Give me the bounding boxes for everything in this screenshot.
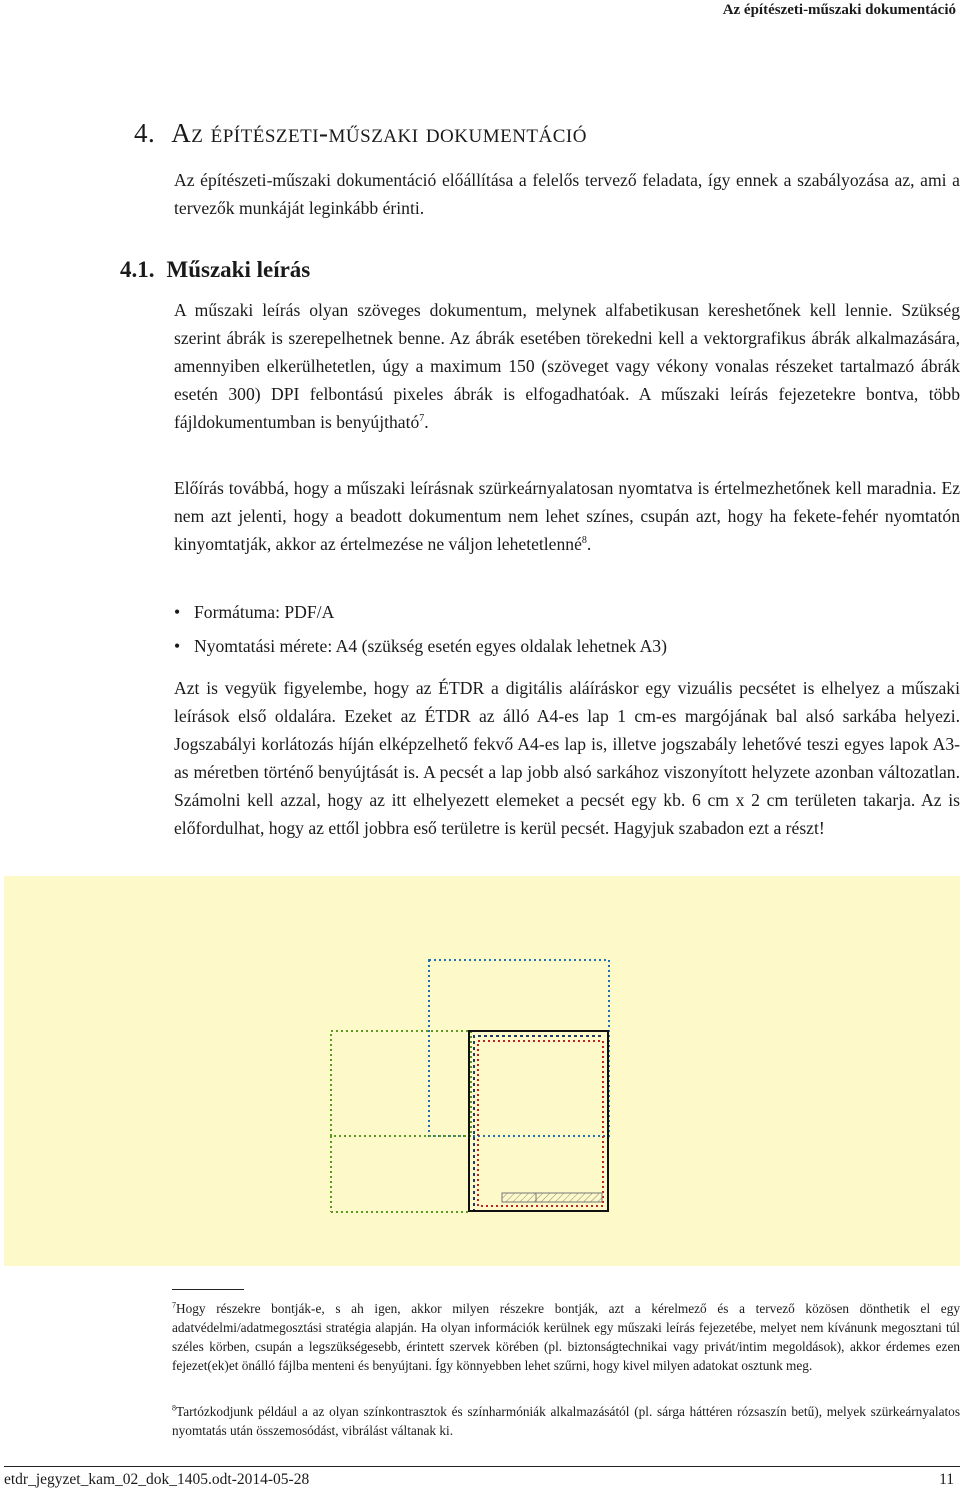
list-item [174,598,934,632]
footnote-ref-7: 7 [419,413,425,425]
list-item-text: Formátuma: PDF/A [194,602,335,622]
paragraph-text: Előírás továbbá, hogy a műszaki leírásnak szürkeárnyalatosan nyomtatva is értelmezhetőnek kell maradnia. Ez nem azt jelenti, hogy a beadott dokumentum nem lehet színes, csupán azt, hogy ha fekete-fehér nyomtatón kinyomtatják, akkor az értelmezése ne váljon lehetetlenné [174,478,960,554]
footnote-separator [172,1289,244,1290]
stamp-area-right [536,1193,602,1202]
stamp-area-figure [4,876,960,1266]
footer-filename: etdr_jegyzet_kam_02_dok_1405.odt-2014-05-28 [4,1471,310,1488]
page-number: 11 [939,1471,954,1488]
footnote-7 [172,1299,960,1375]
section-number: 4.1. [120,257,155,282]
chapter-number: 4. [134,118,156,148]
navy-margin-outline [474,1036,604,1212]
stamp-area-left [502,1193,536,1202]
red-margin-outline [478,1041,603,1206]
section-title: Műszaki leírás [166,257,311,282]
footnote-text: Hogy részekre bontják-e, s ah igen, akkor milyen részekre bontják, azt a kérelmező és a tervező közösen dönthetik el egy adatvédelmi/adatmegosztási stratégia alapján. Ha olyan információk kerülnek egy műszaki leírás fejezetébe, melyet nem kívánunk megosztani túl széles körben, csupán a legszükségesebb, érintett szervek körében (pl. biztonságtechnikai vagy privát/intim megoldások), akkor érdemes ezen fejezet(ek)et önálló fájlba menteni és benyújtani. Így könnyebben lehet szűrni, hogy kivel milyen adatokat osztunk meg. [172,1301,960,1373]
footnote-mark: 7 [172,1300,176,1310]
list-item [174,632,934,666]
footnote-text: Tartózkodjunk például a az olyan színkontrasztok és színharmóniák alkalmazásától (pl. sárga háttéren rózsaszín betű), melyek szürkeárnyalatos nyomtatás után összemosódást, vibrálást váltanak ki. [172,1404,960,1438]
blue-page-outline [429,960,609,1136]
running-header: Az építészeti-műszaki dokumentáció [722,2,956,18]
chapter-title: Az építészeti-műszaki dokumentáció [171,118,587,148]
bullet-icon: • [174,602,181,622]
list-item-text: Nyomtatási mérete: A4 (szükség esetén egyes oldalak lehetnek A3) [194,636,667,656]
footer-separator [4,1466,960,1467]
section-paragraph-3: Azt is vegyük figyelembe, hogy az ÉTDR a digitális aláíráskor egy vizuális pecsétet is elhelyez a műszaki leírások első oldalára. Ezeket az ÉTDR az álló A4-es lap 1 cm-es margójának bal alsó sarkába helyezi. Jogszabályi korlátozás híján elképzelhető fekvő A4-es lap is, illetve jogszabály lehetővé teszi egyes lapok A3-as méretben történő benyújtását is. A pecsét a lap jobb alsó sarkához viszonyított helyzete azonban változatlan. Számolni kell azzal, hogy az itt elhelyezett elemeket a pecsét egy kb. 6 cm x 2 cm területen takarja. Az is előfordulhat, hogy az ettől jobbra eső területre is kerül pecsét. Hagyjuk szabadon ezt a részt! [174,678,960,838]
bullet-list [174,598,934,666]
paragraph-text: A műszaki leírás olyan szöveges dokumentum, melynek alfabetikusan kereshetőnek kell lennie. Szükség szerint ábrák is szerepelhetnek benne. Az ábrák esetében törekedni kell a vektorgrafikus ábrák alkalmazására, amennyiben elkerülhetetlen, úgy a maximum 150 (szöveget vagy vékony vonalas részeket tartalmazó ábrák esetén 300) DPI felbontású pixeles ábrák is elfogadhatóak. A műszaki leírás fejezetekre bontva, több fájldokumentumban is benyújtható [174,300,960,432]
section-heading [120,257,310,283]
green-page-outline [331,1031,471,1136]
section-paragraph-1: A műszaki leírás olyan szöveges dokumentum, melynek alfabetikusan kereshetőnek kell lennie. Szükség szerint ábrák is szerepelhetnek benne. Az ábrák esetében törekedni kell a vektorgrafikus ábrák alkalmazására, amennyiben elkerülhetetlen, úgy a maximum 150 (szöveget vagy vékony vonalas részeket tartalmazó ábrák esetén 300) DPI felbontású pixeles ábrák is elfogadhatóak. A műszaki leírás fejezetekre bontva, több fájldokumentumban is benyújtható$^7$. [174,300,960,432]
footnote-mark: 8 [172,1403,176,1413]
page-layout-diagram [4,876,960,1266]
footnote-8 [172,1402,960,1440]
a4-page-outline [469,1031,608,1211]
bullet-icon: • [174,636,181,656]
section-paragraph-2: Előírás továbbá, hogy a műszaki leírásnak szürkeárnyalatosan nyomtatva is értelmezhetőnek kell maradnia. Ez nem azt jelenti, hogy a beadott dokumentum nem lehet színes, csupán azt, hogy ha fekete-fehér nyomtatón kinyomtatják, akkor az értelmezése ne váljon lehetetlenné$^8$. [174,478,960,554]
chapter-intro: Az építészeti-műszaki dokumentáció előállítása a felelős tervező feladata, így ennek a szabályozása az, ami a tervezők munkáját leginkább érinti. [174,170,960,218]
footnote-ref-8: 8 [581,535,587,547]
chapter-heading [134,118,587,149]
